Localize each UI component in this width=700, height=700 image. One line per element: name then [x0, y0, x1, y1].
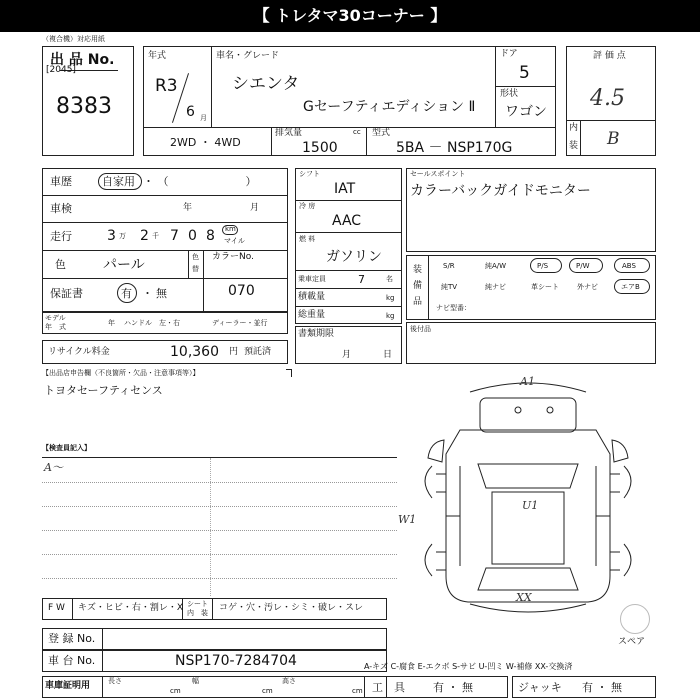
history-label: 車歴 — [50, 175, 72, 188]
seat-label-2: 内 装 — [187, 609, 208, 617]
model-code-value: 5BA － NSP170G — [396, 140, 513, 156]
equip-leather: 革シート — [531, 283, 559, 291]
cert-width: 幅 — [192, 677, 199, 685]
lot-number: 8383 — [56, 94, 112, 119]
model-year-handle: ハンドル 左・右 — [124, 319, 180, 327]
lot-label: 出 品 No. — [50, 52, 115, 68]
mileage-man: 3 — [107, 228, 116, 244]
total-weight-label: 総重量 — [298, 310, 326, 320]
color-label: 色 — [55, 258, 66, 271]
car-diagram — [400, 370, 656, 618]
displacement-unit: cc — [353, 128, 361, 136]
equip-sr: S/R — [443, 262, 455, 270]
car-name: シエンタ — [232, 74, 300, 94]
displacement-label: 排気量 — [275, 128, 303, 138]
equip-ext-navi: 外ナビ — [577, 283, 598, 291]
equip-alloy: 純A/W — [485, 262, 507, 270]
inspection-month: 月 — [250, 203, 260, 213]
seller-value: トヨタセーフティセンス — [44, 384, 163, 397]
diagram-spare-label: スペア — [618, 637, 646, 647]
jack-value: 有 ・ 無 — [582, 681, 622, 694]
color-code-label: カラーNo. — [212, 252, 254, 262]
load-unit: kg — [386, 294, 395, 302]
cert-row — [42, 676, 387, 698]
equip-navi-model: ナビ型番： — [436, 304, 471, 312]
year-month: 6 — [186, 104, 195, 120]
docs-deadline-month: 月 — [342, 350, 352, 360]
chassis-label: 車 台 No. — [48, 654, 96, 667]
recycle-label: リサイクル料金 — [48, 347, 110, 357]
mileage-d3: 8 — [206, 228, 215, 244]
capacity-label: 乗車定員 — [298, 275, 326, 283]
reg-label: 登 録 No. — [48, 632, 96, 645]
lot-stamp: [2045] — [46, 65, 76, 75]
model-code-label: 型式 — [372, 128, 391, 138]
interior-value: B — [607, 129, 620, 149]
ac-value: AAC — [332, 213, 362, 229]
capacity-unit: 名 — [386, 275, 393, 283]
equip-tv: 純TV — [441, 283, 458, 291]
model-year-label-1: モデル — [45, 314, 66, 322]
model-year-dealer: ディーラー・並行 — [212, 319, 268, 327]
aftermarket-box — [406, 322, 656, 364]
cert-height-unit: cm — [352, 687, 363, 695]
model-year-year: 年 — [108, 319, 115, 327]
year-label: 年式 — [148, 51, 167, 61]
body-shape-value: ワゴン — [505, 104, 547, 120]
equip-ps: P/S — [537, 262, 549, 270]
doors-label: ドア — [500, 49, 518, 59]
damage-legend: A-キズ C-腐食 E-エクボ S-サビ U-凹ミ W-補修 XX-交換済 — [364, 662, 573, 671]
mileage-sen-unit: 千 — [152, 232, 159, 240]
doors-value: 5 — [519, 63, 530, 83]
warranty-no: 無 — [156, 287, 167, 300]
fuel-value: ガソリン — [326, 249, 382, 265]
jack-label: ジャッキ — [518, 681, 562, 694]
cert-width-unit: cm — [262, 687, 273, 695]
year-era: R3 — [155, 76, 178, 96]
aftermarket-label: 後付品 — [410, 325, 431, 333]
diagram-side-mark: W1 — [398, 513, 417, 526]
docs-deadline-day: 日 — [383, 350, 393, 360]
top-note: （複合機）対応用紙 — [42, 35, 105, 43]
fuel-label: 燃 料 — [299, 235, 316, 243]
car-name-label: 車名・グレード — [216, 51, 280, 61]
equip-navi: 純ナビ — [485, 283, 506, 291]
interior-label-1: 内 — [569, 123, 579, 133]
mileage-d2: 0 — [188, 228, 197, 244]
warranty-label: 保証書 — [50, 287, 83, 300]
recycle-note: 預託済 — [244, 347, 272, 357]
equip-airbag: エアB — [621, 283, 640, 291]
cert-height: 高さ — [282, 677, 296, 685]
fw-text: キズ・ヒビ・右・割レ・X — [78, 603, 183, 613]
history-value: 自家用 — [102, 175, 135, 188]
chassis-value: NSP170-7284704 — [175, 653, 297, 669]
sales-point-value: カラーバックガイドモニター — [410, 183, 591, 199]
mileage-d1: 7 — [170, 228, 179, 244]
tools-label: 工 具 — [372, 681, 405, 694]
tools-value: 有 ・ 無 — [433, 681, 473, 694]
sales-point-label: セールスポイント — [410, 170, 466, 178]
inspection-year: 年 — [183, 203, 193, 213]
load-label: 積載量 — [298, 292, 326, 302]
score-label: 評 価 点 — [593, 51, 626, 61]
capacity-value: 7 — [358, 273, 365, 286]
mileage-unit-km: km — [225, 225, 236, 233]
equipment-label-2: 備 — [413, 281, 423, 291]
equip-abs: ABS — [622, 262, 636, 270]
spare-tire-icon — [620, 604, 650, 634]
equip-pw: P/W — [576, 262, 590, 270]
sales-point-box — [406, 168, 656, 252]
shift-label: シフト — [299, 170, 320, 178]
interior-label-2: 装 — [569, 141, 579, 151]
color-change-2: 替 — [192, 265, 199, 273]
color-value: パール — [103, 257, 145, 273]
inspector-label: 【検査員記入】 — [42, 444, 91, 452]
drive-value: 2WD ・ 4WD — [170, 136, 241, 149]
mileage-unit-mile: マイル — [224, 237, 245, 245]
mileage-sen: 2 — [140, 228, 149, 244]
equipment-label-1: 装 — [413, 265, 423, 275]
fw-label: F W — [48, 603, 65, 613]
docs-deadline-label: 書類期限 — [298, 329, 335, 339]
header-title: 【 トレタマ30コーナー 】 — [253, 6, 447, 25]
color-code: 070 — [228, 283, 255, 299]
displacement-value: 1500 — [302, 140, 338, 156]
shift-value: IAT — [334, 181, 356, 197]
equipment-label-3: 品 — [413, 297, 423, 307]
warranty-sep: ・ — [142, 287, 153, 300]
body-shape-label: 形状 — [500, 89, 519, 99]
seller-label: 【出品店申告欄（不良箇所・欠品・注意事項等）】 — [42, 369, 200, 377]
diagram-front-mark: A1 — [520, 375, 535, 388]
cert-length-unit: cm — [170, 687, 181, 695]
score-value: 4.5 — [590, 86, 625, 111]
warranty-yes: 有 — [121, 287, 132, 300]
diagram-rear-mark: XX — [516, 591, 532, 604]
total-weight-unit: kg — [386, 312, 395, 320]
diagram-center-mark: U1 — [522, 499, 539, 512]
history-rest: ・ （ ） — [143, 175, 257, 188]
recycle-unit: 円 — [229, 347, 239, 357]
mileage-man-unit: 万 — [119, 232, 126, 240]
cert-length: 長さ — [108, 677, 122, 685]
car-grade: Gセーフティエディション Ⅱ — [303, 99, 476, 115]
cert-label: 車庫証明用 — [45, 681, 91, 691]
seat-label-1: シート — [187, 600, 208, 608]
color-change-1: 色 — [192, 253, 199, 261]
inspector-note: A～ — [44, 461, 63, 474]
ac-label: 冷 房 — [299, 202, 316, 210]
model-year-label-2: 年 式 — [45, 323, 66, 331]
year-month-unit: 月 — [200, 114, 207, 122]
inspection-label: 車検 — [50, 202, 72, 215]
recycle-value: 10,360 — [170, 344, 219, 360]
seat-text: コゲ・穴・汚レ・シミ・破レ・スレ — [219, 603, 364, 613]
mileage-label: 走行 — [50, 230, 72, 243]
